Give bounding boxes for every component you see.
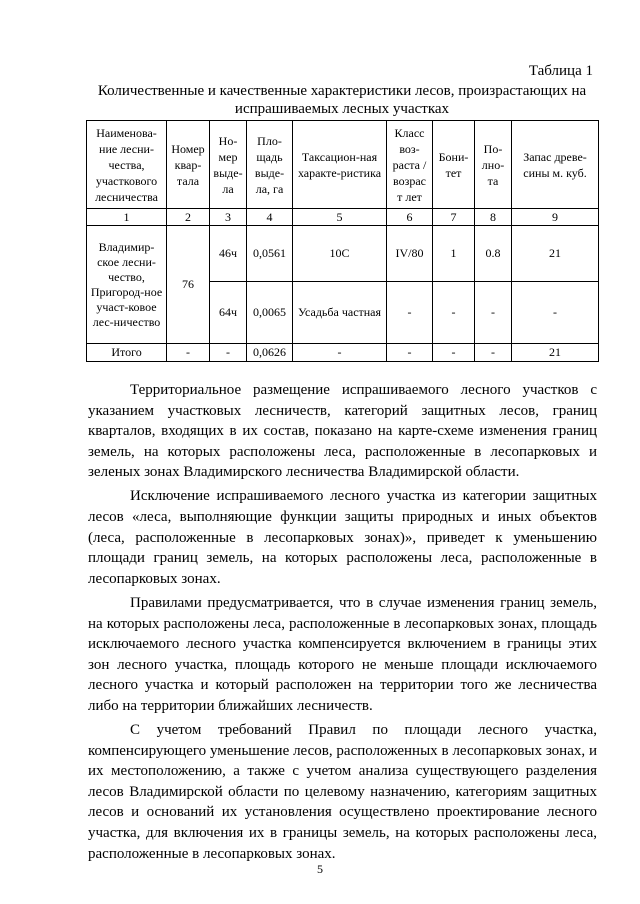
header-taxation: Таксацион-ная характе-ристика bbox=[293, 121, 387, 209]
paragraph: Правилами предусматривается, что в случае изменения границ земель, на которых расположены леса, расположенные в лесопарковых зонах, площадь исключаемого лесного участка компенсируется включением в границы этих зон лесного участка, площадь которого не меньше площади исключаемого лесного участка и который расположен на территории того же лесничества либо на территории ближайших лесничеств. bbox=[88, 594, 597, 714]
total-stock-cell: 21 bbox=[512, 344, 599, 362]
column-number: 2 bbox=[167, 209, 210, 226]
column-number: 9 bbox=[512, 209, 599, 226]
header-bonitet: Бони-тет bbox=[433, 121, 475, 209]
paragraph: С учетом требований Правил по площади лесного участка, компенсирующего уменьшение лесов, расположенных в лесопарковых зонах, и их местоположению, а также с учетом анализа существующего разделения лесов Владимирской области по целевому назначению, категориям защитных лесов и оснований их установления осуществлено проектирование лесного участка, для включения их в границы земель, на которых расположены леса, расположенные в лесопарковых зонах. bbox=[88, 722, 597, 862]
allotment-cell: 64ч bbox=[210, 282, 247, 344]
stock-cell: 21 bbox=[512, 226, 599, 282]
area-cell: 0,0561 bbox=[247, 226, 293, 282]
stock-cell: - bbox=[512, 282, 599, 344]
table-title: Количественные и качественные характеристики лесов, произрастающих на испрашиваемых лесных участках bbox=[97, 83, 587, 117]
taxation-cell: Усадьба частная bbox=[293, 282, 387, 344]
column-number: 8 bbox=[475, 209, 512, 226]
area-cell: 0,0065 bbox=[247, 282, 293, 344]
column-number-row bbox=[87, 209, 599, 226]
age-cell: - bbox=[387, 282, 433, 344]
allotment-cell: 46ч bbox=[210, 226, 247, 282]
page-number: 5 bbox=[317, 862, 323, 876]
total-density-cell: - bbox=[475, 344, 512, 362]
column-number: 1 bbox=[87, 209, 167, 226]
forest-characteristics-table bbox=[86, 120, 599, 362]
total-taxation-cell: - bbox=[293, 344, 387, 362]
header-density: По-лно-та bbox=[475, 121, 512, 209]
taxation-cell: 10С bbox=[293, 226, 387, 282]
header-stock: Запас древе-сины м. куб. bbox=[512, 121, 599, 209]
table-row bbox=[87, 226, 599, 282]
header-quarter: Номер квар-тала bbox=[167, 121, 210, 209]
column-number: 6 bbox=[387, 209, 433, 226]
column-number: 4 bbox=[247, 209, 293, 226]
quarter-cell: 76 bbox=[167, 226, 210, 344]
paragraph: Исключение испрашиваемого лесного участка из категории защитных лесов «леса, выполняющие функции защиты природных и иных объектов (леса, расположенные в лесопарковых зонах)», приведет к уменьшению площади границ земель, на которых расположены леса, расположенные в лесопарковых зонах. bbox=[88, 488, 597, 587]
bonitet-cell: - bbox=[433, 282, 475, 344]
header-age-class: Класс воз-раста /возрас т лет bbox=[387, 121, 433, 209]
table-header-row bbox=[87, 121, 599, 209]
header-allotment: Но-мер выде-ла bbox=[210, 121, 247, 209]
paragraph: Территориальное размещение испрашиваемого лесного участков с указанием участковых лесничеств, категорий защитных лесов, границ кварталов, входящих в их состав, показано на карте-схеме изменения границ земель, на которых расположены леса, расположенные в лесопарковых и зеленых зонах Владимирского лесничества Владимирской области. bbox=[88, 382, 597, 481]
column-number: 7 bbox=[433, 209, 475, 226]
total-label-cell: Итого bbox=[87, 344, 167, 362]
total-area-cell: 0,0626 bbox=[247, 344, 293, 362]
header-forestry: Наименова-ние лесни-чества, участкового лесничества bbox=[87, 121, 167, 209]
density-cell: - bbox=[475, 282, 512, 344]
density-cell: 0.8 bbox=[475, 226, 512, 282]
column-number: 5 bbox=[293, 209, 387, 226]
body-text bbox=[88, 380, 597, 868]
table-label: Таблица 1 bbox=[528, 63, 593, 79]
column-number: 3 bbox=[210, 209, 247, 226]
total-allotment-cell: - bbox=[210, 344, 247, 362]
age-cell: IV/80 bbox=[387, 226, 433, 282]
total-quarter-cell: - bbox=[167, 344, 210, 362]
total-row bbox=[87, 344, 599, 362]
total-bonitet-cell: - bbox=[433, 344, 475, 362]
total-age-cell: - bbox=[387, 344, 433, 362]
forestry-cell: Владимир-ское лесни-чество, Пригород-ное участ-ковое лес-ничество bbox=[87, 226, 167, 344]
header-area: Пло-щадь выде-ла, га bbox=[247, 121, 293, 209]
bonitet-cell: 1 bbox=[433, 226, 475, 282]
